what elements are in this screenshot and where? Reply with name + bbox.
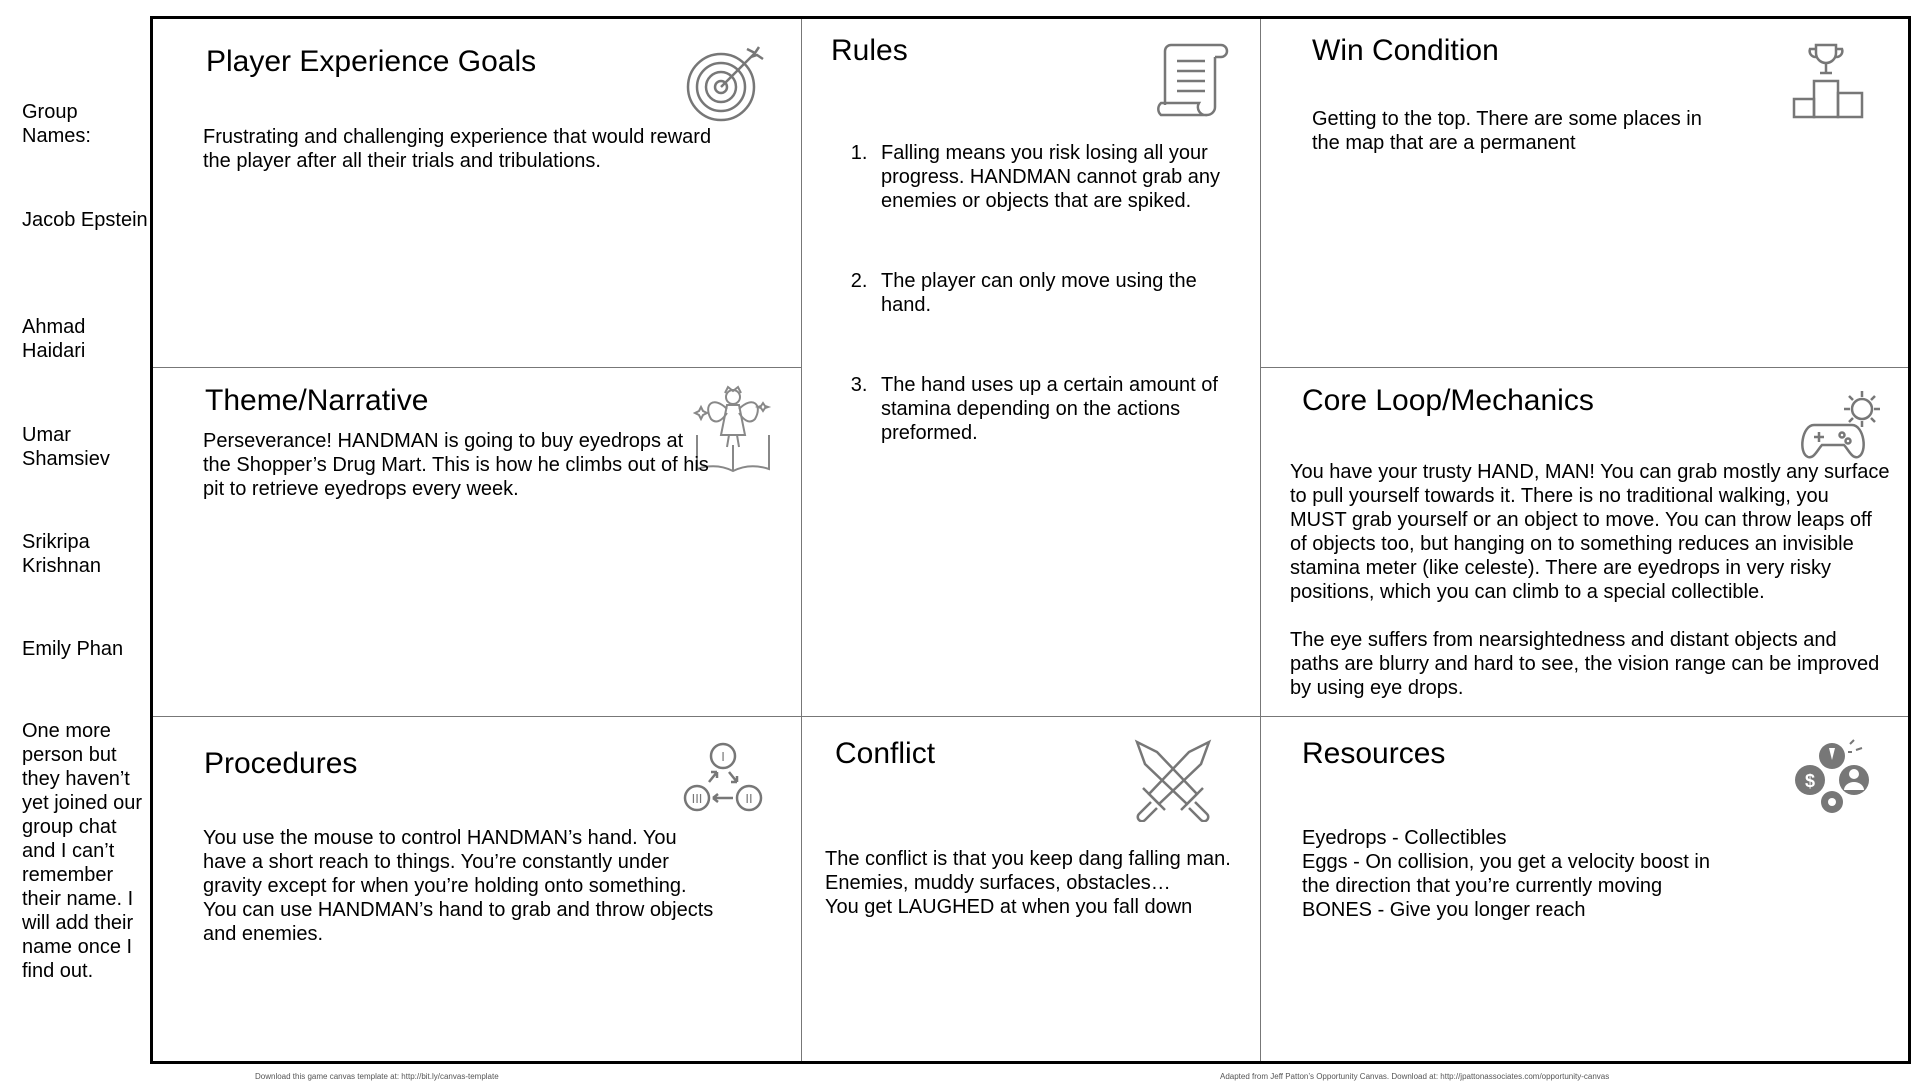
resources-title: Resources: [1302, 737, 1446, 770]
rules-section: [801, 19, 1260, 716]
group-member: Jacob Epstein: [22, 209, 148, 231]
scroll-icon: [1151, 39, 1231, 119]
core-loop-paragraph: You have your trusty HAND, MAN! You can grab mostly any surface to pull yourself towards it. There is no traditional walking, you MUST grab yourself or an object to move. You can throw leaps off of objects too, but hanging on to something reduces an invisible stamina meter (like celeste). There are eyedrops in very risky positions, which you can climb to a special collectible.: [1290, 461, 1890, 603]
svg-text:$: $: [1804, 771, 1816, 791]
conflict-line: Enemies, muddy surfaces, obstacles…: [825, 872, 1171, 894]
group-names-note: One more person but they haven’t yet joined our group chat and I can’t remember their name. I will add their name once I find out.: [22, 720, 143, 982]
trophy-podium-icon: [1790, 41, 1870, 121]
conflict-line: You get LAUGHED at when you fall down: [825, 896, 1193, 918]
gamepad-gear-icon: [1800, 387, 1886, 463]
resource-line: Eggs - On collision, you get a velocity boost in the direction that you’re currently moving: [1302, 851, 1710, 897]
win-condition-text: Getting to the top. There are some places in the map that are a permanent: [1312, 108, 1702, 154]
procedures-title: Procedures: [204, 747, 358, 780]
rule-item: 1. Falling means you risk losing all your progress. HANDMAN cannot grab any enemies or objects that are spiked.: [873, 141, 1231, 213]
group-member: Emily Phan: [22, 638, 124, 660]
conflict-section: [801, 716, 1260, 1061]
resources-text: [1302, 826, 1722, 922]
core-loop-text: [1290, 460, 1890, 700]
rules-title: Rules: [831, 34, 908, 67]
core-loop-section: [1260, 367, 1908, 716]
theme-narrative-text: Perseverance! HANDMAN is going to buy eyedrops at the Shopper’s Drug Mart. This is how he climbs out of his pit to retrieve eyedrops every week.: [203, 430, 709, 500]
player-experience-title: Player Experience Goals: [206, 45, 537, 78]
win-condition-title: Win Condition: [1312, 34, 1499, 67]
cycle-steps-icon: [683, 742, 763, 812]
group-member: Srikripa Krishnan: [22, 531, 101, 577]
step-label: II: [745, 791, 753, 806]
theme-narrative-section: [153, 367, 801, 716]
core-loop-title: Core Loop/Mechanics: [1302, 384, 1594, 417]
target-icon: [685, 43, 765, 123]
player-experience-text: Frustrating and challenging experience that would reward the player after all their trials and tribulations.: [203, 126, 712, 172]
procedures-section: [153, 716, 801, 1061]
footer-left: Download this game canvas template at: http://bit.ly/canvas-template: [255, 1072, 499, 1081]
resources-section: [1260, 716, 1908, 1061]
crossed-swords-icon: [1131, 738, 1215, 822]
rules-list: [831, 141, 1231, 445]
step-label: III: [691, 791, 703, 806]
theme-narrative-title: Theme/Narrative: [205, 384, 429, 417]
game-design-canvas: [150, 16, 1911, 1064]
rule-item: 2. The player can only move using the hand.: [873, 269, 1231, 317]
resources-icon: [1794, 738, 1878, 822]
group-names-heading: Group Names:: [22, 101, 91, 147]
rule-item: 3. The hand uses up a certain amount of stamina depending on the actions preformed.: [873, 373, 1231, 445]
win-condition-section: [1260, 19, 1908, 367]
player-experience-section: [153, 19, 801, 367]
conflict-text: [825, 847, 1245, 919]
group-member: Umar Shamsiev: [22, 424, 110, 470]
conflict-line: The conflict is that you keep dang falling man.: [825, 848, 1231, 870]
conflict-title: Conflict: [835, 737, 936, 770]
footer-right: Adapted from Jeff Patton’s Opportunity Canvas. Download at: http://jpattonassociates.com/opportunity-canvas: [1220, 1072, 1610, 1081]
step-label: I: [721, 749, 725, 764]
resource-line: Eyedrops - Collectibles: [1302, 827, 1507, 849]
group-member: Ahmad Haidari: [22, 316, 86, 362]
core-loop-paragraph: The eye suffers from nearsightedness and distant objects and paths are blurry and hard to see, the vision range can be improved by using eye drops.: [1290, 629, 1880, 699]
resource-line: BONES - Give you longer reach: [1302, 899, 1586, 921]
procedures-text: You use the mouse to control HANDMAN’s hand. You have a short reach to things. You’re constantly under gravity except for when you’re holding onto something. You can use HANDMAN’s hand to grab and throw objects and enemies.: [203, 827, 714, 945]
